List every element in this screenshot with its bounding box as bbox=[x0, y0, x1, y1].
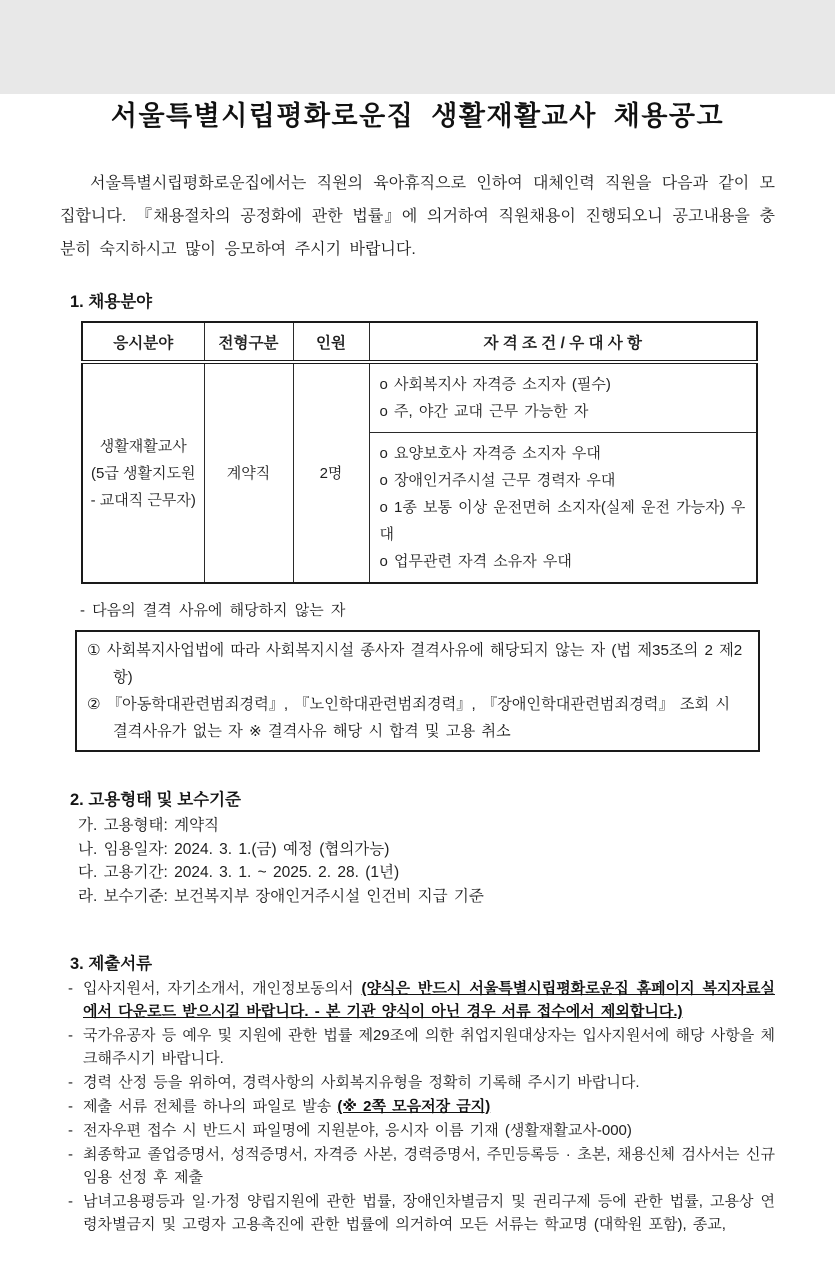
table-row bbox=[82, 362, 757, 433]
qualification-line: o 사회복지사 자격증 소지자 (필수) bbox=[379, 376, 611, 393]
employment-item: 다. 고용기간: 2024. 3. 1. ~ 2025. 2. 28. (1년) bbox=[78, 864, 400, 881]
qualification-line: o 요양보호사 자격증 소지자 우대 bbox=[379, 445, 601, 462]
qualification-line: o 장애인거주시설 근무 경력자 우대 bbox=[379, 472, 616, 489]
employment-item: 나. 임용일자: 2024. 3. 1.(금) 예정 (협의가능) bbox=[78, 840, 390, 858]
document-page bbox=[0, 94, 835, 1275]
bullet-dash: - bbox=[68, 980, 73, 997]
intro-paragraph: 서울특별시립평화로운집에서는 직원의 육아휴직으로 인하여 대체인력 직원을 다음과 같이 모집합니다. 『채용절차의 공정화에 관한 법률』에 의거하여 직원채용이 진행되오니 공고내용을 충분히 숙지하시고 많이 응모하여 주시기 바랍니다. bbox=[60, 175, 775, 258]
disqualification-item: ② 『아동학대관련범죄경력』, 『노인학대관련범죄경력』, 『장애인학대관련범죄경력』 조회 시 결격사유가 없는 자 ※ 결격사유 해당 시 합격 및 고용 취소 bbox=[87, 696, 731, 740]
submission-item bbox=[68, 1143, 775, 1189]
field-line: (5급 생활지도원 bbox=[91, 464, 196, 482]
col-header-type: 전형구분 bbox=[204, 322, 293, 362]
submission-item bbox=[68, 977, 775, 1023]
submission-item-text bbox=[83, 1071, 775, 1094]
cell-field bbox=[82, 362, 204, 583]
submission-item bbox=[68, 1024, 775, 1070]
recruitment-table bbox=[81, 321, 758, 584]
submission-item bbox=[68, 1190, 775, 1236]
bullet-dash: - bbox=[68, 1098, 73, 1115]
disqualification-item: ① 사회복지사업법에 따라 사회복지시설 종사자 결격사유에 해당되지 않는 자 (법 제35조의 2 제2항) bbox=[87, 642, 743, 686]
submission-item-text bbox=[83, 1119, 775, 1142]
col-header-qualifications: 자 격 조 건 / 우 대 사 항 bbox=[369, 322, 757, 362]
section2-heading: 2. 고용형태 및 보수기준 bbox=[70, 791, 241, 809]
bullet-dash: - bbox=[68, 1146, 73, 1163]
employment-item: 가. 고용형태: 계약직 bbox=[78, 817, 220, 834]
submission-item-text bbox=[83, 1143, 775, 1189]
submission-item-text bbox=[83, 1095, 775, 1118]
text-segment: 남녀고용평등과 일·가정 양립지원에 관한 법률, 장애인차별금지 및 권리구제 등에 관한 법률, 고용상 연령차별금지 및 고령자 고용촉진에 관한 법률에 의거하여 모든 서류는 학교명 (대학원 포함), 종교, bbox=[83, 1193, 775, 1233]
disqualification-box bbox=[75, 630, 760, 752]
cell-required-qualifications bbox=[369, 362, 757, 433]
document-content bbox=[0, 94, 835, 1236]
col-header-field: 응시분야 bbox=[82, 322, 204, 362]
bullet-dash: - bbox=[68, 1193, 73, 1210]
submission-item-text bbox=[83, 1024, 775, 1070]
text-segment-emphasized: (양식은 반드시 서울특별시립평화로운집 홈페이지 복지자료실에서 다운로드 받으시길 바랍니다. - 본 기관 양식이 아닌 경우 서류 접수에서 제외합니다.) bbox=[83, 980, 775, 1020]
submission-item bbox=[68, 1119, 775, 1142]
submission-item bbox=[68, 1095, 775, 1118]
submission-list bbox=[60, 977, 775, 1236]
section1-heading: 1. 채용분야 bbox=[70, 293, 153, 311]
cell-count: 2명 bbox=[293, 362, 369, 583]
field-line: - 교대직 근무자) bbox=[90, 491, 196, 509]
submission-item-text bbox=[83, 977, 775, 1023]
submission-item-text bbox=[83, 1190, 775, 1236]
col-header-count: 인원 bbox=[293, 322, 369, 362]
bullet-dash: - bbox=[68, 1027, 73, 1044]
field-line: 생활재활교사 bbox=[99, 437, 187, 455]
qualification-line: o 업무관련 자격 소유자 우대 bbox=[379, 553, 572, 570]
text-segment: 전자우편 접수 시 반드시 파일명에 지원분야, 응시자 이름 기재 (생활재활교사-000) bbox=[83, 1122, 632, 1139]
cell-preferred-qualifications bbox=[369, 433, 757, 584]
disqualification-note: - 다음의 결격 사유에 해당하지 않는 자 bbox=[80, 602, 346, 619]
doc-title: 서울특별시립평화로운집 생활재활교사 채용공고 bbox=[110, 101, 725, 131]
bullet-dash: - bbox=[68, 1122, 73, 1139]
text-segment: 제출 서류 전체를 하나의 파일로 발송 bbox=[83, 1098, 338, 1115]
text-segment: 경력 산정 등을 위하여, 경력사항의 사회복지유형을 정확히 기록해 주시기 바랍니다. bbox=[83, 1074, 640, 1091]
text-segment: 최종학교 졸업증명서, 성적증명서, 자격증 사본, 경력증명서, 주민등록등 · 초본, 채용신체 검사서는 신규 임용 선정 후 제출 bbox=[83, 1146, 775, 1186]
submission-item bbox=[68, 1071, 775, 1094]
qualification-line: o 1종 보통 이상 운전면허 소지자(실제 운전 가능자) 우대 bbox=[379, 499, 746, 543]
bullet-dash: - bbox=[68, 1074, 73, 1091]
employment-item: 라. 보수기준: 보건복지부 장애인거주시설 인건비 지급 기준 bbox=[78, 887, 484, 905]
table-header-row bbox=[82, 322, 757, 362]
text-segment: 입사지원서, 자기소개서, 개인정보동의서 bbox=[83, 980, 362, 997]
section3-heading: 3. 제출서류 bbox=[70, 955, 153, 973]
text-segment-emphasized: (※ 2쪽 모음저장 금지) bbox=[337, 1098, 491, 1115]
cell-type: 계약직 bbox=[204, 362, 293, 583]
qualification-line: o 주, 야간 교대 근무 가능한 자 bbox=[379, 403, 589, 420]
text-segment: 국가유공자 등 예우 및 지원에 관한 법률 제29조에 의한 취업지원대상자는 입사지원서에 해당 사항을 체크해주시기 바랍니다. bbox=[83, 1027, 775, 1067]
